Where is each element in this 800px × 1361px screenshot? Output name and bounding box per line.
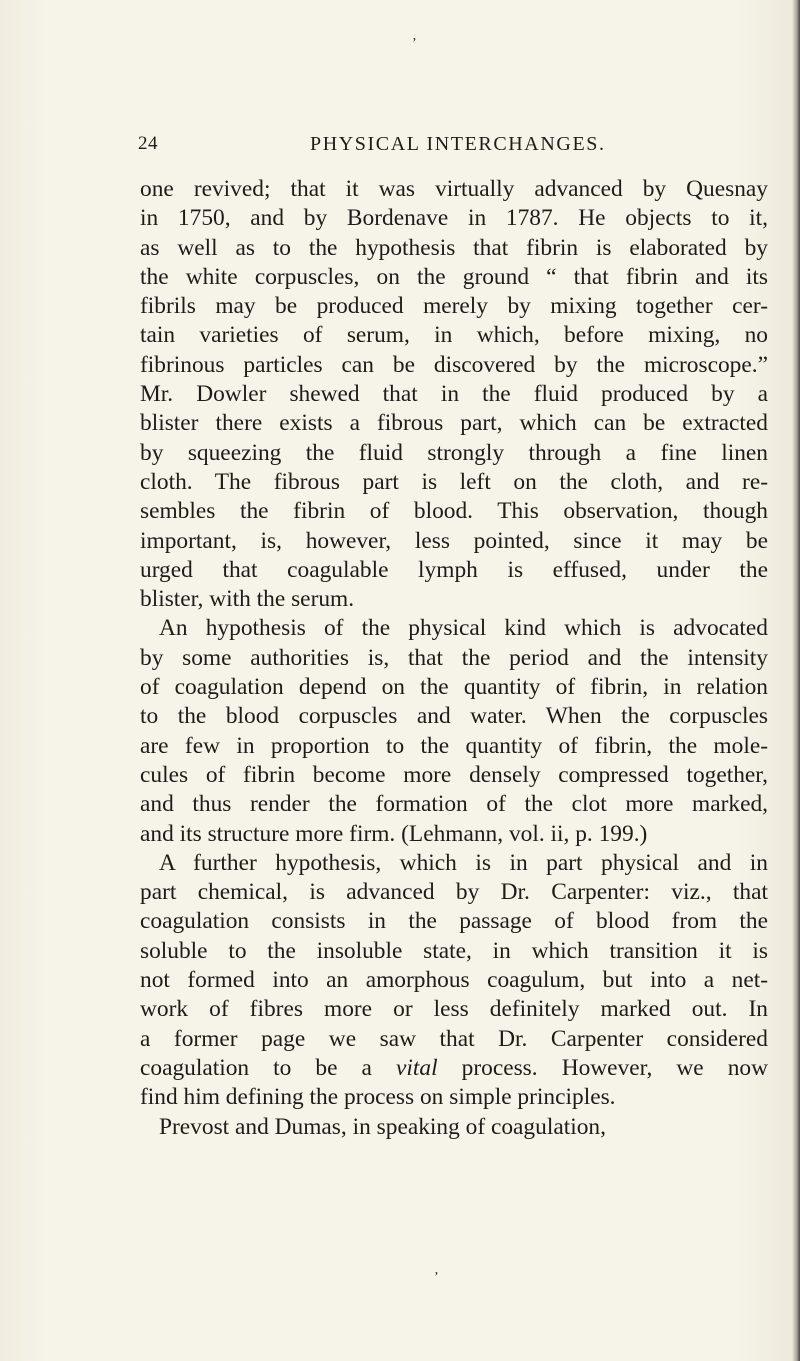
text-line: soluble to the insoluble state, in which transition it is bbox=[140, 937, 768, 964]
ink-speck: ʼ bbox=[434, 1270, 439, 1285]
text-line: as well as to the hypothesis that fibrin is elaborated by bbox=[140, 234, 768, 261]
page-edge-shadow bbox=[792, 0, 800, 1361]
text-fragment: coagulation to be a bbox=[140, 1054, 372, 1081]
text-line: and its structure more firm. (Lehmann, vol. ii, p. 199.) bbox=[140, 820, 648, 847]
text-line: coagulation consists in the passage of blood from the bbox=[140, 908, 768, 935]
text-line: cloth. The fibrous part is left on the cloth, and re- bbox=[140, 468, 768, 495]
text-line: are few in proportion to the quantity of fibrin, the mole- bbox=[140, 732, 768, 759]
text-line: to the blood corpuscles and water. When the corpuscles bbox=[140, 703, 768, 730]
text-line: part chemical, is advanced by Dr. Carpenter: viz., that bbox=[140, 879, 768, 906]
text-line: find him defining the process on simple principles. bbox=[140, 1084, 616, 1111]
text-line: urged that coagulable lymph is effused, under the bbox=[140, 556, 768, 583]
text-line: work of fibres more or less definitely marked out. In bbox=[140, 996, 768, 1023]
text-line: the white corpuscles, on the ground “ that fibrin and its bbox=[140, 263, 768, 290]
text-line: tain varieties of serum, in which, before mixing, no bbox=[140, 322, 768, 349]
italic-word: vital bbox=[396, 1054, 438, 1081]
text-line: Prevost and Dumas, in speaking of coagulation, bbox=[159, 1113, 606, 1140]
text-line: blister there exists a fibrous part, which can be extracted bbox=[140, 410, 768, 437]
text-line: by some authorities is, that the period and the intensity bbox=[140, 644, 768, 671]
text-line: and thus render the formation of the clot more marked, bbox=[140, 791, 768, 818]
text-line: a former page we saw that Dr. Carpenter considered bbox=[140, 1025, 768, 1052]
ink-speck: ʼ bbox=[412, 36, 417, 51]
text-fragment: process. However, we now bbox=[461, 1054, 768, 1081]
page-number: 24 bbox=[138, 133, 158, 154]
text-line: A further hypothesis, which is in part physical and in bbox=[159, 849, 768, 876]
text-line: in 1750, and by Bordenave in 1787. He objects to it, bbox=[140, 205, 768, 232]
text-line: by squeezing the fluid strongly through a fine linen bbox=[140, 439, 768, 466]
text-line: cules of fibrin become more densely compressed together, bbox=[140, 761, 768, 788]
text-line: fibrinous particles can be discovered by the microscope.” bbox=[140, 351, 768, 378]
running-head: PHYSICAL INTERCHANGES. bbox=[310, 133, 606, 155]
page-header bbox=[138, 133, 778, 161]
text-line bbox=[140, 1054, 768, 1083]
text-line: Mr. Dowler shewed that in the fluid produced by a bbox=[140, 381, 768, 408]
body-text bbox=[140, 175, 768, 1142]
text-line: fibrils may be produced merely by mixing together cer- bbox=[140, 293, 768, 320]
text-line: blister, with the serum. bbox=[140, 586, 355, 613]
text-line: of coagulation depend on the quantity of fibrin, in relation bbox=[140, 674, 768, 701]
text-line: sembles the fibrin of blood. This observation, though bbox=[140, 498, 768, 525]
text-line: An hypothesis of the physical kind which is advocated bbox=[159, 615, 768, 642]
text-line: not formed into an amorphous coagulum, but into a net- bbox=[140, 967, 768, 994]
text-line: one revived; that it was virtually advanced by Quesnay bbox=[140, 176, 768, 202]
text-line: important, is, however, less pointed, since it may be bbox=[140, 527, 768, 554]
